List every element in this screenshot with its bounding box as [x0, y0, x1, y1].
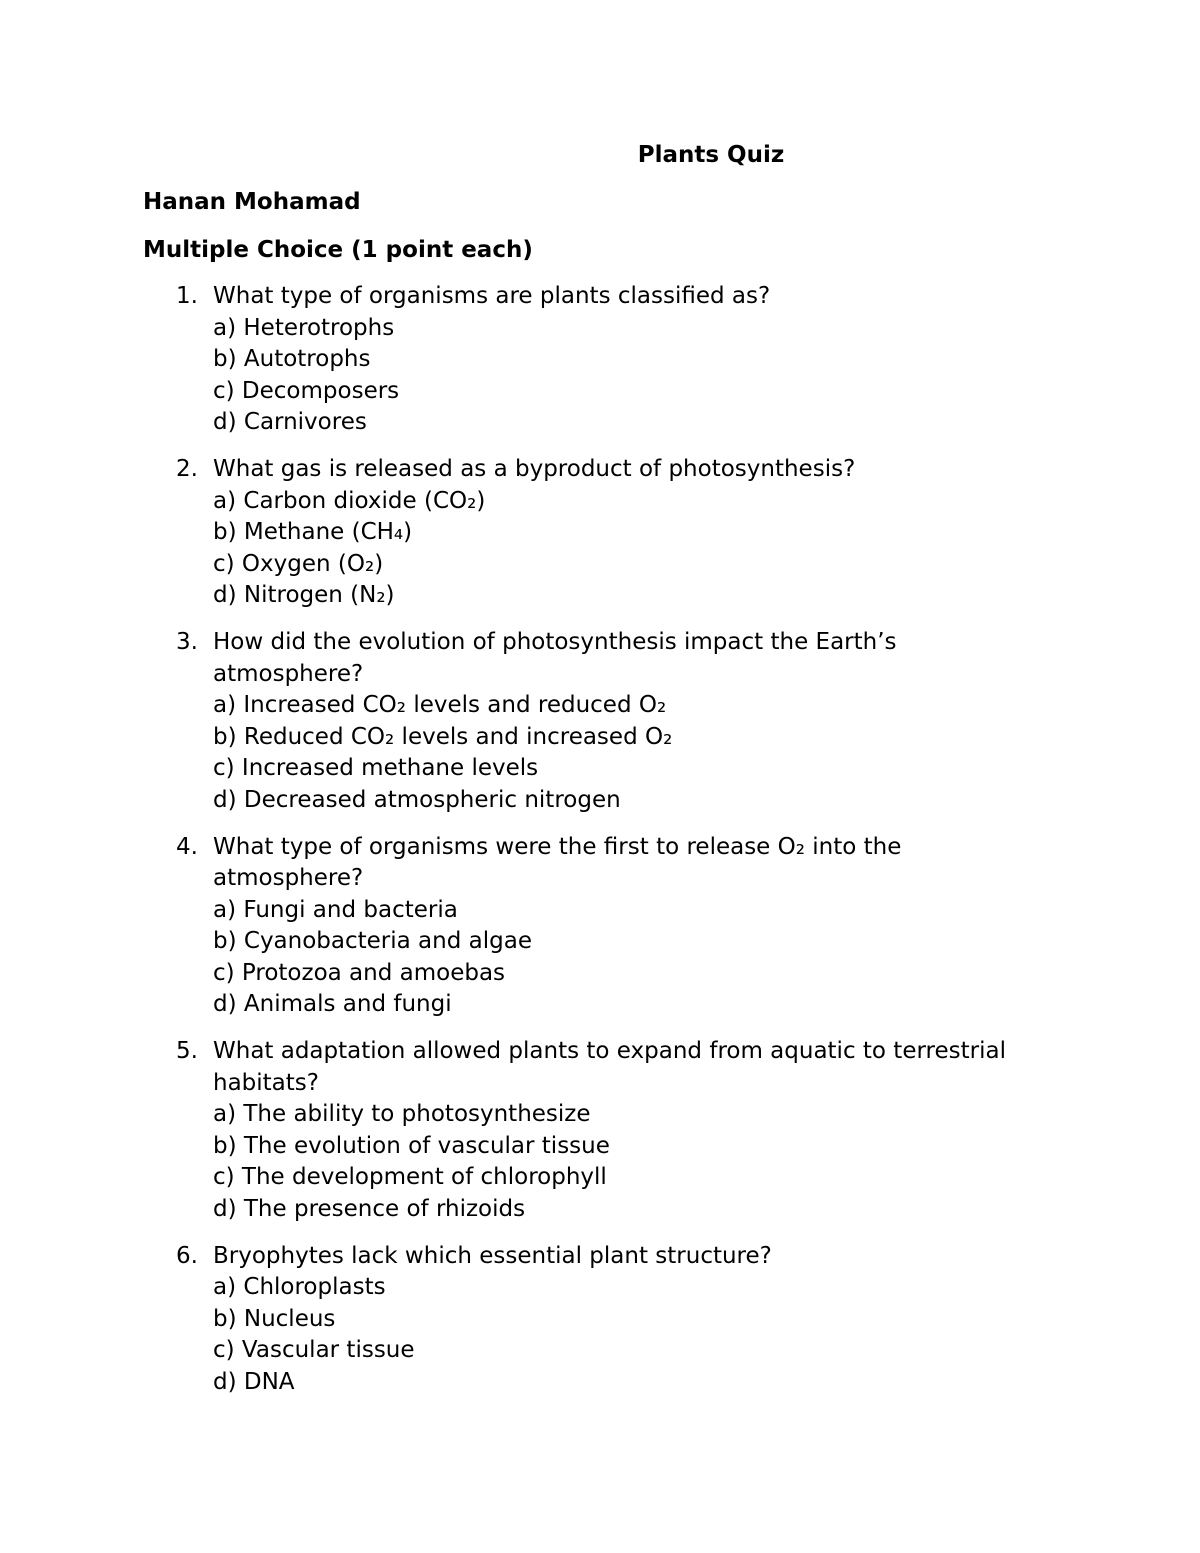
answer-option: d) Decreased atmospheric nitrogen: [213, 786, 621, 813]
answer-option: b) The evolution of vascular tissue: [213, 1132, 610, 1159]
question-number: 1.: [176, 283, 198, 309]
answer-option: c) Protozoa and amoebas: [213, 959, 506, 986]
answer-option: c) Oxygen (O₂): [213, 550, 384, 577]
question-2: [0, 454, 1200, 612]
question-text: Bryophytes lack which essential plant structure?: [213, 1242, 772, 1269]
answer-option: b) Nucleus: [213, 1305, 336, 1332]
question-3: [0, 627, 1200, 816]
answer-option: a) Carbon dioxide (CO₂): [213, 487, 486, 514]
question-text: What gas is released as a byproduct of photosynthesis?: [213, 456, 856, 482]
author-name: Hanan Mohamad: [143, 189, 361, 215]
answer-option: c) Decomposers: [213, 377, 400, 404]
answer-option: a) Chloroplasts: [213, 1274, 386, 1300]
section-heading: Multiple Choice (1 point each): [143, 237, 533, 263]
document-title: Plants Quiz: [637, 142, 785, 168]
question-text: What type of organisms are plants classified as?: [213, 283, 771, 309]
answer-option: c) The development of chlorophyll: [213, 1164, 607, 1190]
answer-option: d) DNA: [213, 1368, 295, 1395]
question-number: 5.: [176, 1038, 198, 1064]
question-4: [0, 832, 1200, 1021]
question-6: [0, 1241, 1200, 1399]
answer-option: a) Fungi and bacteria: [213, 896, 458, 923]
question-number: 3.: [176, 629, 198, 655]
question-list: [0, 281, 1200, 1414]
answer-option: b) Methane (CH₄): [213, 519, 413, 545]
answer-option: b) Reduced CO₂ levels and increased O₂: [213, 723, 673, 750]
answer-option: a) The ability to photosynthesize: [213, 1101, 591, 1127]
question-number: 2.: [176, 456, 198, 482]
question-1: [0, 281, 1200, 439]
answer-option: a) Heterotrophs: [213, 314, 395, 341]
answer-option: c) Vascular tissue: [213, 1337, 415, 1363]
answer-option: d) Animals and fungi: [213, 991, 452, 1017]
question-number: 4.: [176, 833, 198, 860]
question-5: [0, 1036, 1200, 1225]
answer-option: d) Carnivores: [213, 409, 367, 435]
answer-option: d) The presence of rhizoids: [213, 1195, 526, 1222]
question-text: How did the evolution of photosynthesis impact the Earth’s atmosphere?: [213, 629, 897, 687]
question-text: What type of organisms were the first to release O₂ into the atmosphere?: [213, 833, 902, 891]
question-text: What adaptation allowed plants to expand from aquatic to terrestrial habitats?: [213, 1038, 1006, 1096]
answer-option: b) Autotrophs: [213, 346, 371, 372]
answer-option: a) Increased CO₂ levels and reduced O₂: [213, 692, 667, 718]
answer-option: b) Cyanobacteria and algae: [213, 928, 532, 954]
question-number: 6.: [176, 1242, 198, 1269]
answer-option: d) Nitrogen (N₂): [213, 582, 395, 608]
answer-option: c) Increased methane levels: [213, 755, 539, 781]
